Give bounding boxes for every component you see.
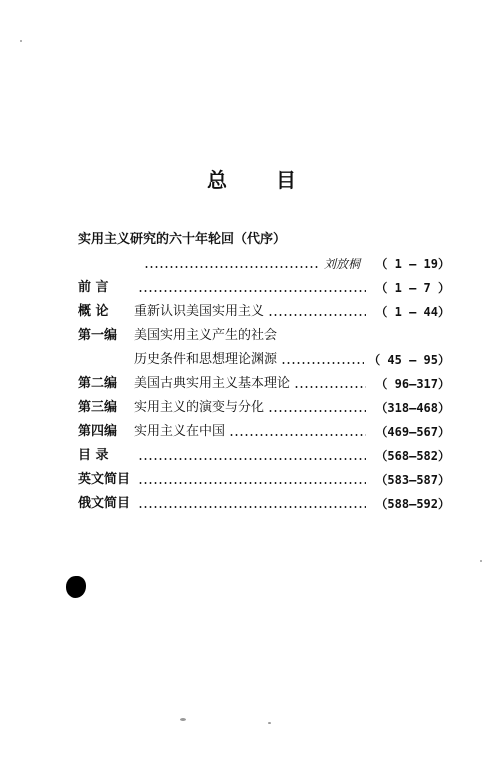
scan-speck	[20, 40, 22, 42]
toc-entry-row	[78, 326, 450, 346]
toc-entry-label: 第三编	[78, 400, 118, 415]
toc-entry-row	[78, 374, 450, 394]
toc-entry-row	[78, 302, 450, 322]
title-char-1: 总	[207, 168, 228, 192]
toc-preface-author: 刘放桐	[323, 257, 360, 271]
leader-dots	[294, 386, 366, 388]
leader-dots	[268, 314, 366, 316]
page-title	[0, 164, 504, 193]
leader-dots	[138, 506, 366, 508]
toc-entry-pages: （318—468）	[375, 401, 450, 415]
toc-entry-pages: （ 45 — 95）	[368, 353, 450, 367]
toc-entry-label: 目 录	[78, 448, 109, 463]
toc-entry-text: 美国实用主义产生的社会	[134, 328, 278, 343]
toc-entry-pages: （ 1 — 44）	[375, 305, 450, 319]
leader-dots	[268, 410, 366, 412]
toc-entry-text: 实用主义的演变与分化	[134, 400, 265, 415]
toc-entry-row	[78, 470, 450, 490]
toc-preface-title-row	[78, 230, 450, 250]
leader-dots	[138, 482, 366, 484]
toc-preface-text: 实用主义研究的六十年轮回（代序）	[78, 232, 287, 247]
toc-entry-label: 第四编	[78, 424, 118, 439]
toc-entry-label: 英文简目	[78, 472, 131, 487]
scan-speck	[268, 722, 271, 724]
toc-entry-row	[78, 494, 450, 514]
toc-entry-text: 重新认识美国实用主义	[134, 304, 265, 319]
leader-dots	[138, 290, 366, 292]
toc-entry-pages: （583—587）	[375, 473, 450, 487]
toc-entry-label: 概 论	[78, 304, 109, 319]
toc-entry-pages: （ 1 — 7 ）	[375, 281, 450, 295]
toc-entry-pages: （568—582）	[375, 449, 450, 463]
toc-entry-text: 历史条件和思想理论渊源	[134, 352, 278, 367]
toc-entry-row	[78, 422, 450, 442]
leader-dots	[138, 458, 366, 460]
toc-entry-pages: （469—567）	[375, 425, 450, 439]
toc-entry-label: 俄文简目	[78, 496, 131, 511]
scan-speck	[480, 560, 482, 562]
toc-entry-text: 实用主义在中国	[134, 424, 226, 439]
toc-entry-label: 第一编	[78, 328, 118, 343]
leader-dots	[144, 266, 320, 268]
leader-dots	[281, 362, 364, 364]
ink-blot	[66, 576, 86, 598]
toc-entry-pages: （588—592）	[375, 497, 450, 511]
title-char-2: 目	[276, 168, 297, 192]
toc-entry-row	[78, 446, 450, 466]
toc-preface-pages: （ 1 — 19）	[375, 257, 450, 271]
toc-preface-author-row	[78, 254, 450, 274]
toc-entry-pages: （ 96—317）	[375, 377, 450, 391]
toc-entry-row	[78, 350, 450, 370]
toc-entry-label: 前 言	[78, 280, 109, 295]
scan-speck	[180, 718, 186, 721]
toc-entry-row	[78, 398, 450, 418]
leader-dots	[229, 434, 366, 436]
toc-entry-row	[78, 278, 450, 298]
toc-entry-label: 第二编	[78, 376, 118, 391]
toc-entry-text: 美国古典实用主义基本理论	[134, 376, 291, 391]
